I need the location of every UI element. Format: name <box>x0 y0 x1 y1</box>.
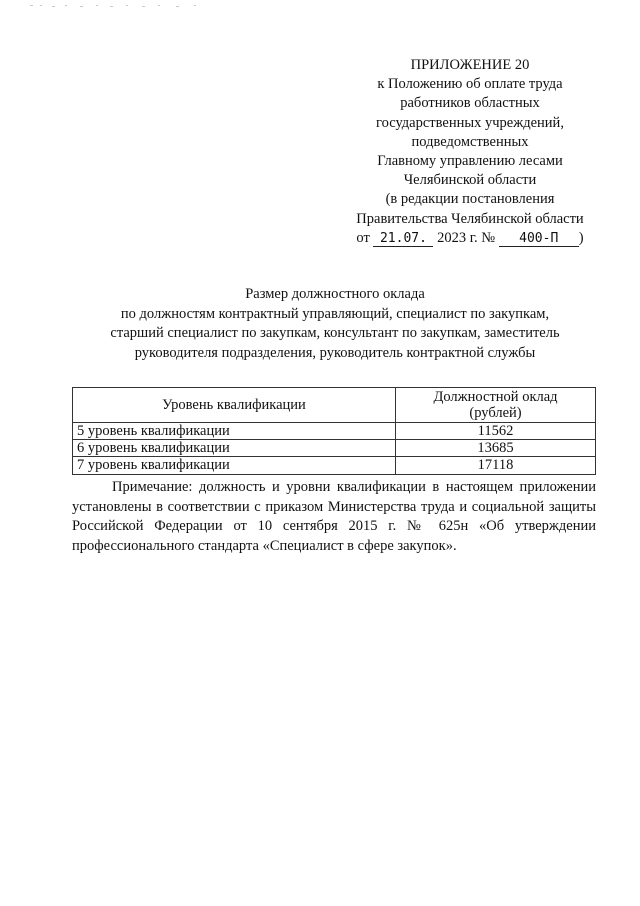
appendix-line: Правительства Челябинской области <box>356 210 584 227</box>
appendix-line: (в редакции постановления <box>385 191 555 208</box>
decree-prefix: от <box>356 229 370 246</box>
appendix-line: государственных учреждений, <box>376 114 564 131</box>
document-heading <box>70 285 600 363</box>
appendix-line: Главному управлению лесами <box>377 153 563 170</box>
appendix-line: подведомственных <box>411 133 529 150</box>
appendix-line: к Положению об оплате труда <box>377 76 563 93</box>
cell-level: 7 уровень квалификации <box>73 457 396 474</box>
table-header-row <box>73 388 596 423</box>
header-salary-line1: Должностной оклад <box>433 388 558 405</box>
heading-line: по должностям контрактный управляющий, специалист по закупкам, <box>120 305 550 322</box>
scan-artifact <box>30 4 210 8</box>
appendix-header <box>340 56 600 248</box>
cell-salary: 11562 <box>396 423 596 440</box>
decree-reference <box>340 229 600 248</box>
appendix-line: Челябинской области <box>403 172 537 189</box>
table-row <box>73 457 596 474</box>
cell-salary: 17118 <box>396 457 596 474</box>
appendix-title: ПРИЛОЖЕНИЕ 20 <box>410 57 530 73</box>
header-level: Уровень квалификации <box>73 388 396 423</box>
table-row <box>73 440 596 457</box>
header-salary-line2: (рублей) <box>469 405 522 421</box>
heading-title: Размер должностного оклада <box>245 286 425 302</box>
appendix-line: работников областных <box>400 95 540 112</box>
cell-level: 6 уровень квалификации <box>73 440 396 457</box>
header-salary <box>396 388 596 423</box>
note-text: Примечание: должность и уровни квалификации в настоящем приложении установлены в соответствии с приказом Министерства труда и социальной защиты Российской Федерации от 10 сентября 2015 г. № 625н «Об утверждении профессионального стандарта «Специалист в сфере закупок». <box>72 479 596 554</box>
decree-year: 2023 г. № <box>437 229 496 246</box>
heading-line: руководителя подразделения, руководитель контрактной службы <box>134 344 536 361</box>
heading-line: старший специалист по закупкам, консультант по закупкам, заместитель <box>110 325 560 341</box>
salary-table <box>72 387 596 475</box>
decree-suffix: ) <box>578 229 584 246</box>
cell-level: 5 уровень квалификации <box>73 423 396 440</box>
note-paragraph <box>72 478 596 556</box>
table-row <box>73 423 596 440</box>
decree-date: 21.07. <box>373 231 433 247</box>
cell-salary: 13685 <box>396 440 596 457</box>
decree-number: 400-П <box>499 231 579 247</box>
